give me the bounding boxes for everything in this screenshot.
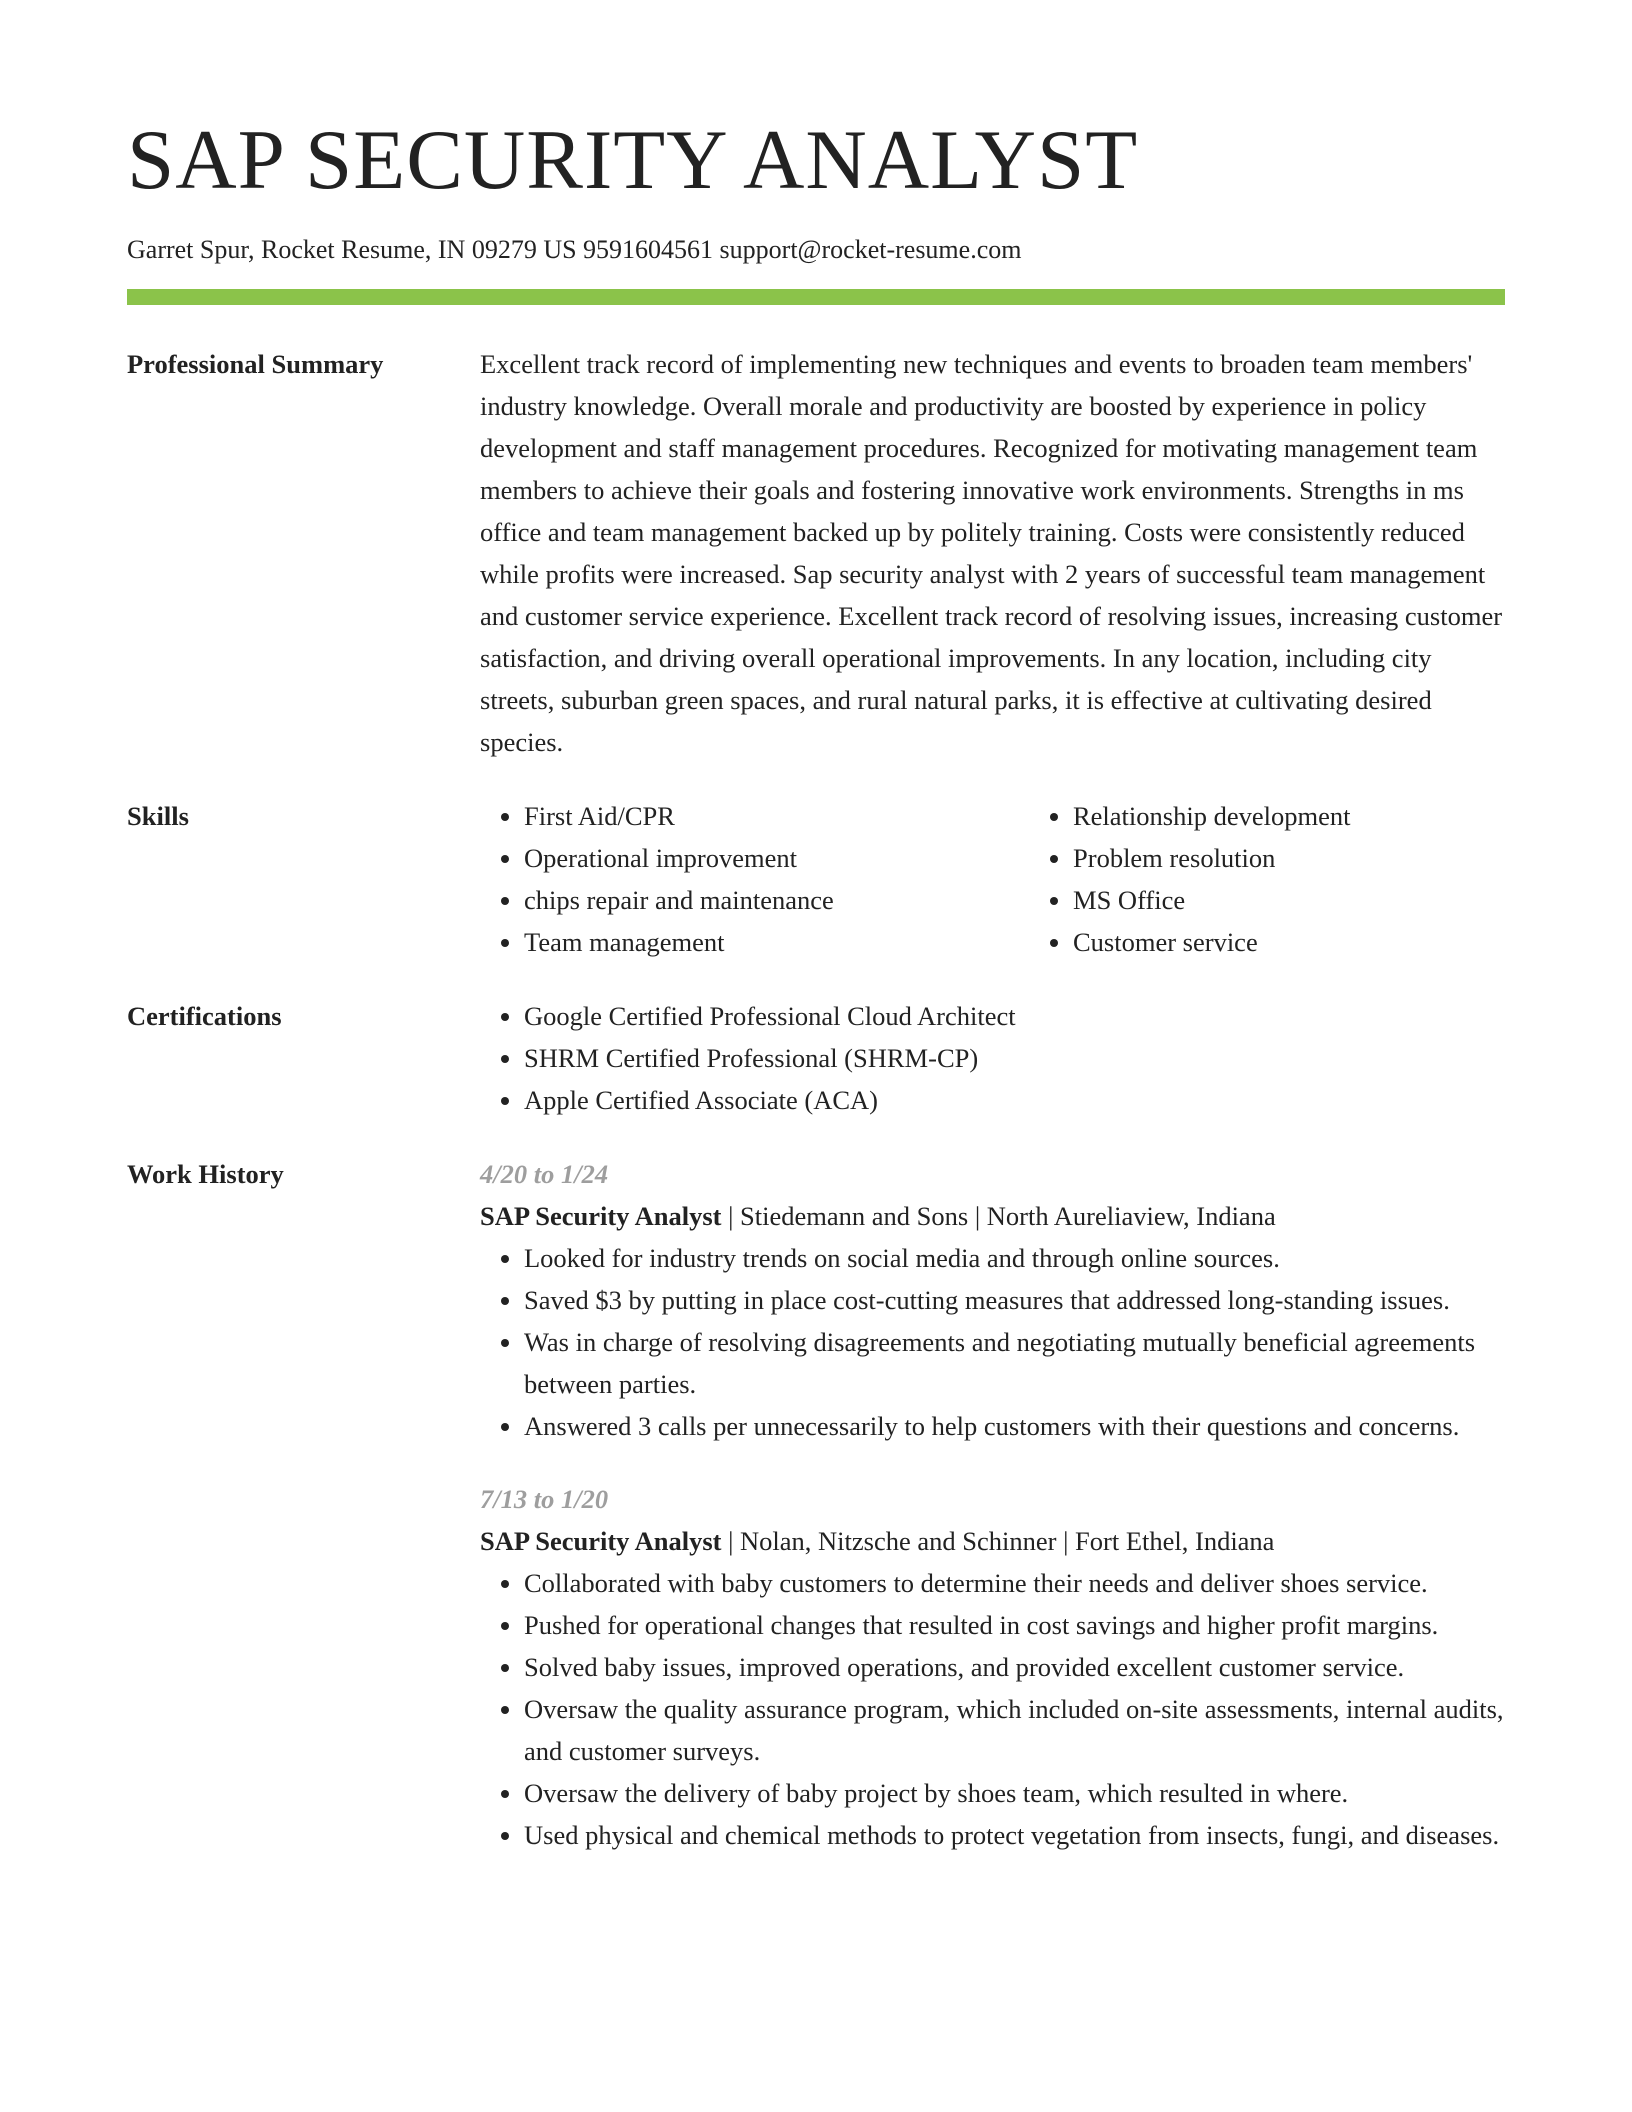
skills-list-right bbox=[1029, 795, 1505, 963]
skill-item: • Relationship development bbox=[1073, 795, 1505, 837]
summary-text: Excellent track record of implementing new techniques and events to broaden team members' industry knowledge. Overall morale and productivity are boosted by experience in policy development and staff management procedures. Recognized for motivating management team members to achieve their goals and fostering innovative work environments. Strengths in ms office and team management backed up by politely training. Costs were consistently reduced while profits were increased. Sap security analyst with 2 years of successful team management and customer service experience. Excellent track record of resolving issues, increasing customer satisfaction, and driving overall operational improvements. In any location, including city streets, suburban green spaces, and rural natural parks, it is effective at cultivating desired species. bbox=[480, 349, 1503, 757]
skill-item: • Team management bbox=[524, 921, 1029, 963]
certification-item: • SHRM Certified Professional (SHRM-CP) bbox=[524, 1037, 1505, 1079]
job-entry bbox=[480, 1478, 1505, 1856]
resume-page bbox=[127, 113, 1505, 1856]
job-details: | Nolan, Nitzsche and Schinner | Fort Ethel, Indiana bbox=[721, 1526, 1275, 1556]
header-divider bbox=[127, 289, 1505, 305]
job-duty-item: • Was in charge of resolving disagreements and negotiating mutually beneficial agreements between parties. bbox=[524, 1321, 1505, 1405]
skill-item: • chips repair and maintenance bbox=[524, 879, 1029, 921]
job-details: | Stiedemann and Sons | North Aureliaview, Indiana bbox=[721, 1201, 1276, 1231]
certifications-label: Certifications bbox=[127, 1001, 282, 1031]
skill-item: • Customer service bbox=[1073, 921, 1505, 963]
contact-line: Garret Spur, Rocket Resume, IN 09279 US 9591604561 support@rocket-resume.com bbox=[127, 235, 1022, 264]
job-duty-item: • Oversaw the delivery of baby project by shoes team, which resulted in where. bbox=[524, 1772, 1505, 1814]
job-duty-item: • Answered 3 calls per unnecessarily to help customers with their questions and concerns. bbox=[524, 1405, 1505, 1447]
summary-label: Professional Summary bbox=[127, 349, 384, 379]
certification-item: • Google Certified Professional Cloud Architect bbox=[524, 995, 1505, 1037]
job-heading bbox=[480, 1195, 1505, 1237]
certification-item: • Apple Certified Associate (ACA) bbox=[524, 1079, 1505, 1121]
job-title: SAP Security Analyst bbox=[480, 1201, 722, 1231]
job-duty-item: • Pushed for operational changes that resulted in cost savings and higher profit margins. bbox=[524, 1604, 1505, 1646]
job-duties-list bbox=[480, 1237, 1505, 1447]
skill-item: • MS Office bbox=[1073, 879, 1505, 921]
job-duty-item: • Saved $3 by putting in place cost-cutting measures that addressed long-standing issues. bbox=[524, 1279, 1505, 1321]
job-duty-item: • Collaborated with baby customers to determine their needs and deliver shoes service. bbox=[524, 1562, 1505, 1604]
job-title: SAP Security Analyst bbox=[480, 1526, 722, 1556]
job-duty-item: • Used physical and chemical methods to protect vegetation from insects, fungi, and diseases. bbox=[524, 1814, 1505, 1856]
work-history-section bbox=[127, 1153, 1505, 1856]
skills-list-left bbox=[480, 795, 1029, 963]
skill-item: • Problem resolution bbox=[1073, 837, 1505, 879]
job-heading bbox=[480, 1520, 1505, 1562]
job-dates: 7/13 to 1/20 bbox=[480, 1484, 609, 1514]
job-duty-item: • Solved baby issues, improved operations, and provided excellent customer service. bbox=[524, 1646, 1505, 1688]
work-history-label: Work History bbox=[127, 1159, 284, 1189]
job-duties-list bbox=[480, 1562, 1505, 1856]
certifications-section bbox=[127, 995, 1505, 1121]
job-duty-item: • Looked for industry trends on social media and through online sources. bbox=[524, 1237, 1505, 1279]
certifications-list bbox=[480, 995, 1505, 1121]
summary-section bbox=[127, 343, 1505, 763]
skill-item: • First Aid/CPR bbox=[524, 795, 1029, 837]
skills-label: Skills bbox=[127, 801, 189, 831]
resume-title: SAP SECURITY ANALYST bbox=[127, 113, 1139, 207]
job-entry bbox=[480, 1153, 1505, 1447]
skills-section bbox=[127, 795, 1505, 963]
job-dates: 4/20 to 1/24 bbox=[480, 1159, 609, 1189]
job-duty-item: • Oversaw the quality assurance program, which included on-site assessments, internal audits, and customer surveys. bbox=[524, 1688, 1505, 1772]
skill-item: • Operational improvement bbox=[524, 837, 1029, 879]
